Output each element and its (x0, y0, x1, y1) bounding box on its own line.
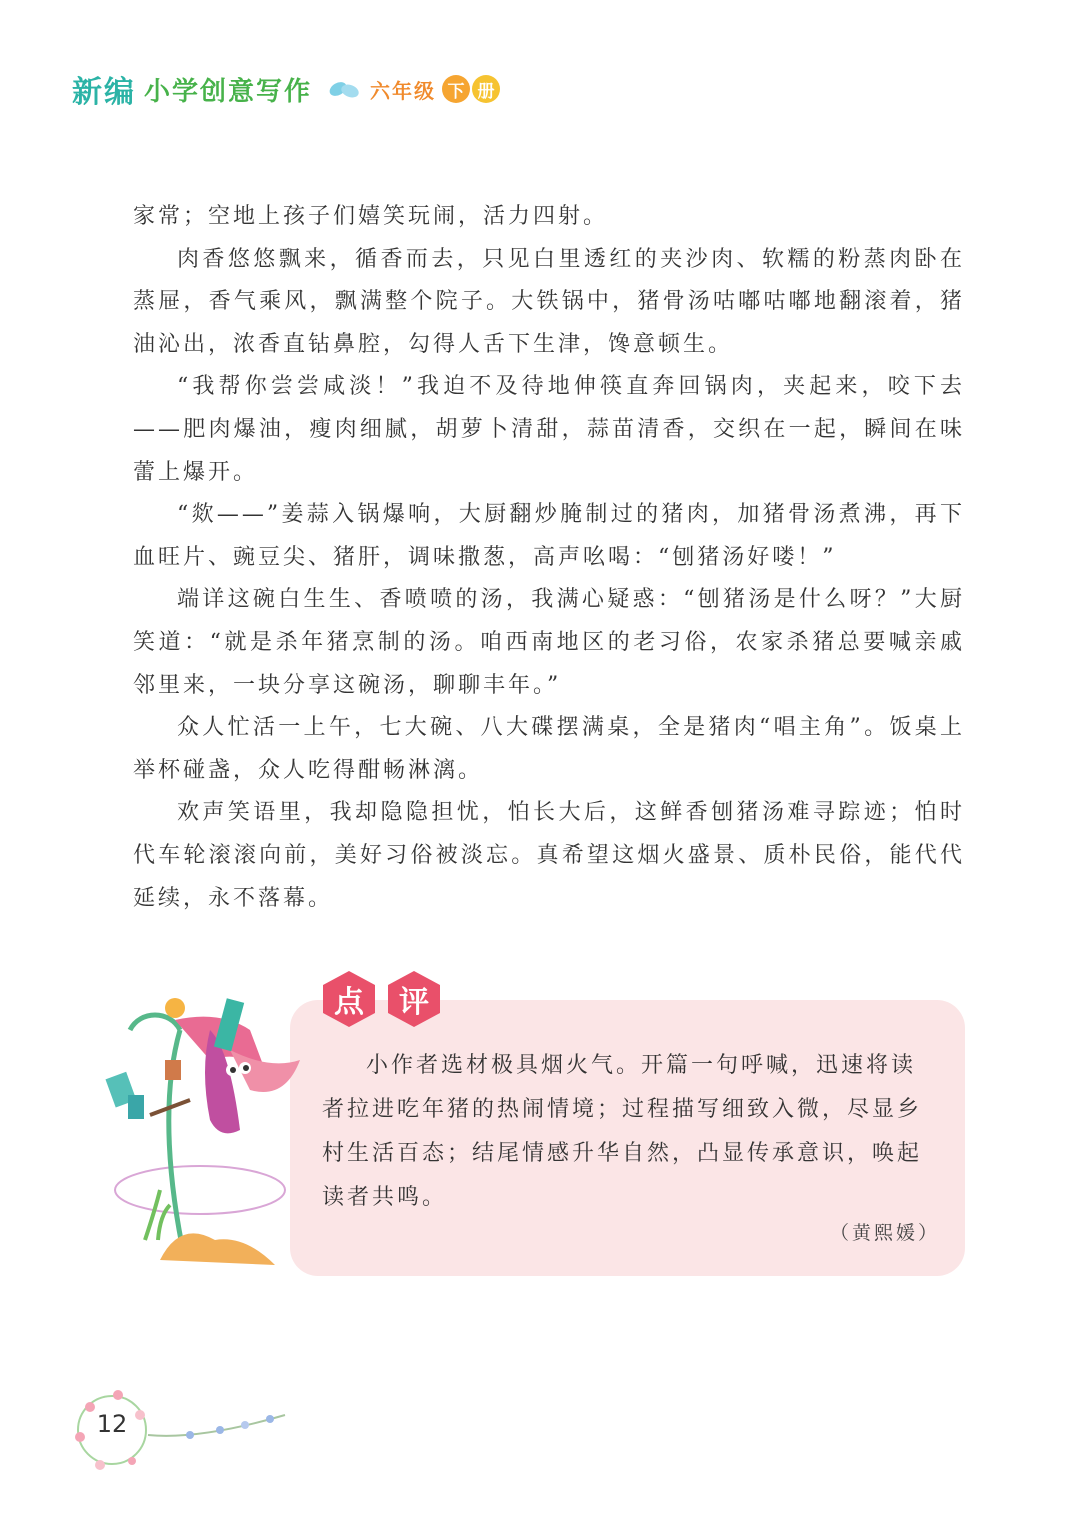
volume-badge-2: 册 (472, 75, 500, 103)
comment-badge-dian (320, 970, 378, 1028)
grade-label: 六年级 (370, 78, 437, 103)
page-header (72, 64, 500, 114)
series-prefix: 新编 (72, 75, 136, 110)
paragraph: 端详这碗白生生、香喷喷的汤，我满心疑惑：“刨猪汤是什么呀？”大厨笑道：“就是杀年猪烹制的汤。咱西南地区的老习俗，农家杀猪总要喊亲戚邻里来，一块分享这碗汤，聊聊丰年。” (133, 587, 965, 698)
paragraph: 欢声笑语里，我却隐隐担忧，怕长大后，这鲜香刨猪汤难寻踪迹；怕时代车轮滚滚向前，美好习俗被淡忘。真希望这烟火盛景、质朴民俗，能代代延续，永不落幕。 (133, 800, 965, 911)
badge-char: 点 (334, 985, 364, 1020)
paragraph: “我帮你尝尝咸淡！”我迫不及待地伸筷直奔回锅肉，夹起来，咬下去——肥肉爆油，瘦肉细腻，胡萝卜清甜，蒜苗清香，交织在一起，瞬间在味蕾上爆开。 (133, 374, 965, 485)
essay-body (133, 196, 965, 920)
comment-badge-ping (385, 970, 443, 1028)
paragraph: 众人忙活一上午，七大碗、八大碟摆满桌，全是猪肉“唱主角”。饭桌上举杯碰盏，众人吃得酣畅淋漓。 (133, 715, 965, 783)
volume-badge-1: 下 (442, 75, 470, 103)
paragraph: “欻——”姜蒜入锅爆响，大厨翻炒腌制过的猪肉，加猪骨汤煮沸，再下血旺片、豌豆尖、猪肝，调味撒葱，高声吆喝：“刨猪汤好喽！” (133, 502, 965, 570)
comment-paragraph: 小作者选材极具烟火气。开篇一句呼喊，迅速将读者拉进吃年猪的热闹情境；过程描写细致入微，尽显乡村生活百态；结尾情感升华自然，凸显传承意识，唤起读者共鸣。 (322, 1053, 923, 1210)
comment-text (322, 1044, 934, 1220)
badge-char: 评 (399, 985, 429, 1020)
leaf-icon (326, 75, 362, 103)
comment-author: （黄熙媛） (829, 1222, 940, 1244)
paragraph: 肉香悠悠飘来，循香而去，只见白里透红的夹沙肉、软糯的粉蒸肉卧在蒸屉，香气乘风，飘满整个院子。大铁锅中，猪骨汤咕嘟咕嘟地翻滚着，猪油沁出，浓香直钻鼻腔，勾得人舌下生津，馋意顿生。 (133, 246, 965, 357)
page-number: 12 (96, 1410, 128, 1438)
flower-illustration-icon (100, 990, 300, 1280)
paragraph: 家常；空地上孩子们嬉笑玩闹，活力四射。 (133, 204, 609, 229)
series-title: 小学创意写作 (144, 76, 313, 107)
